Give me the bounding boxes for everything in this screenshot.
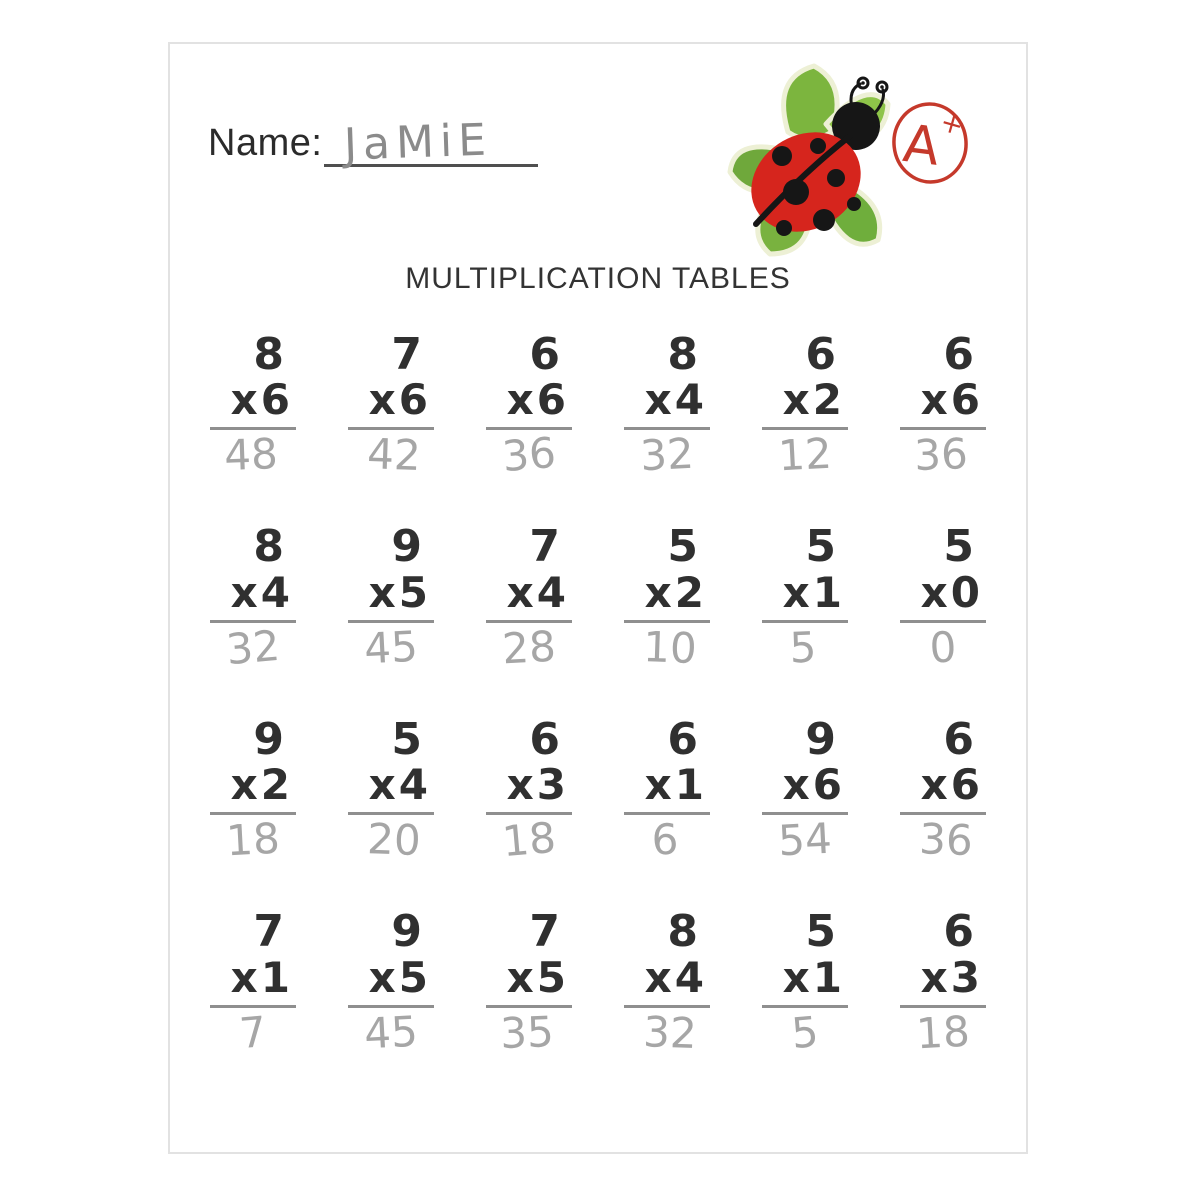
multiply-sign: x [368,760,396,810]
multiplier-row [486,567,572,617]
multiplication-problem [762,329,848,481]
multiply-sign: x [368,375,396,425]
multiplicand: 7 [391,329,422,380]
multiplier-row [624,375,710,425]
multiplier: 1 [260,952,290,1002]
handwritten-answer: 32 [224,620,282,674]
multiply-sign: x [230,760,258,810]
multiplier: 2 [812,375,842,425]
name-row [208,114,538,171]
multiplicand: 5 [667,521,698,573]
multiplier-row [762,952,848,1002]
multiply-sign: x [782,567,810,617]
multiply-sign: x [644,567,672,617]
handwritten-answer: 0 [928,622,958,673]
handwritten-answer: 36 [500,428,558,482]
handwritten-answer: 6 [650,814,680,865]
handwritten-answer: 18 [914,1006,971,1059]
multiply-sign: x [368,567,396,617]
multiplier-row [762,567,848,617]
multiplication-problem [762,713,848,866]
multiplicand: 7 [529,521,560,573]
multiplication-problem [210,906,296,1058]
multiply-sign: x [920,760,948,810]
multiplicand: 6 [943,713,974,765]
multiplier: 3 [536,760,566,810]
multiply-sign: x [506,375,534,425]
multiply-sign: x [644,952,672,1002]
grade-plus: + [936,106,968,143]
multiply-sign: x [230,375,258,425]
multiply-sign: x [782,760,810,810]
multiplication-problem [624,521,710,673]
multiplier-row [762,375,848,425]
multiplier-row [210,760,296,810]
multiplicand: 8 [253,329,284,380]
multiplicand: 6 [667,713,698,765]
multiplicand: 6 [529,713,560,765]
multiplier-row [486,375,572,425]
multiplier-row [210,567,296,617]
handwritten-answer: 5 [789,1006,821,1058]
handwritten-answer: 42 [366,429,422,481]
multiplier: 6 [536,375,566,425]
multiply-sign: x [230,952,258,1002]
multiplier: 4 [674,952,704,1002]
multiplicand: 6 [943,329,974,380]
multiplicand: 5 [805,906,836,958]
multiply-sign: x [368,952,396,1002]
grade-letter: A [900,114,943,178]
multiply-sign: x [644,375,672,425]
multiply-sign: x [644,760,672,810]
handwritten-answer: 18 [500,812,558,867]
multiplier-row [762,760,848,810]
multiplication-problem [348,713,434,866]
multiplier: 4 [536,567,566,617]
multiplier-row [900,952,986,1002]
handwritten-answer: 45 [362,621,419,674]
multiplication-problem [624,906,710,1058]
name-blank-line [324,114,538,171]
handwritten-answer: 32 [638,428,695,481]
multiplier-row [348,567,434,617]
multiplication-problem [900,713,986,866]
multiplication-problem [762,521,848,673]
multiplier-row [900,375,986,425]
multiplicand: 9 [391,521,422,573]
handwritten-answer: 5 [788,622,818,673]
multiplier: 4 [674,375,704,425]
handwritten-answer: 7 [237,1006,269,1058]
multiplicand: 6 [529,329,560,380]
multiply-sign: x [920,952,948,1002]
multiplicand: 5 [391,713,422,765]
handwritten-answer: 18 [224,813,281,866]
handwritten-answer: 12 [776,428,833,481]
multiply-sign: x [782,375,810,425]
multiplier-row [348,760,434,810]
multiplication-problem [900,906,986,1059]
multiplication-problem [210,329,296,481]
multiplication-problem [900,329,986,481]
multiplier: 5 [398,567,428,617]
multiplier: 1 [812,952,842,1002]
multiplier: 5 [536,952,566,1002]
multiplicand: 5 [805,521,836,573]
multiplier-row [348,375,434,425]
multiplier-row [486,760,572,810]
multiplier: 4 [398,760,428,810]
handwritten-answer: 32 [642,1006,698,1058]
multiplication-problem [624,713,710,865]
multiplication-problem [348,521,434,674]
multiplier-row [348,952,434,1002]
multiplication-problem [486,906,572,1058]
multiplication-problem [900,521,986,673]
multiplier: 6 [950,375,980,425]
multiplication-problem [486,329,572,482]
multiplier: 1 [812,567,842,617]
handwritten-answer: 35 [499,1006,555,1058]
grade-badge [888,98,974,188]
page-title: MULTIPLICATION TABLES [405,262,791,295]
multiplicand: 9 [805,713,836,765]
handwritten-answer: 45 [362,1006,419,1059]
multiplier: 6 [950,760,980,810]
multiplier-row [624,952,710,1002]
multiplier-row [486,952,572,1002]
worksheet-page [168,42,1028,1154]
multiplication-problem [348,906,434,1059]
problems-grid [184,329,1012,1059]
multiplier: 5 [398,952,428,1002]
multiplicand: 8 [253,521,284,573]
multiplicand: 5 [943,521,974,573]
multiply-sign: x [230,567,258,617]
multiplier-row [210,952,296,1002]
multiplicand: 7 [529,906,560,958]
handwritten-answer: 10 [642,621,698,673]
multiplication-problem [762,906,848,1058]
multiplication-problem [210,521,296,674]
multiplier: 2 [260,760,290,810]
multiplier: 1 [674,760,704,810]
multiply-sign: x [506,760,534,810]
multiplication-problem [486,521,572,674]
name-label: Name: [208,122,323,164]
multiply-sign: x [920,375,948,425]
handwritten-answer: 28 [500,621,557,674]
multiply-sign: x [506,952,534,1002]
multiplier: 3 [950,952,980,1002]
multiplication-problem [624,329,710,481]
multiplicand: 9 [391,906,422,958]
handwritten-answer: 48 [223,429,279,481]
multiplication-problem [486,713,572,867]
handwritten-answer: 36 [913,429,969,481]
multiplier-row [210,375,296,425]
multiplicand: 6 [943,906,974,958]
multiplicand: 6 [805,329,836,380]
multiplier: 6 [260,375,290,425]
multiplier: 2 [674,567,704,617]
multiply-sign: x [506,567,534,617]
student-name-handwriting: JaMiE [343,114,494,171]
multiplicand: 9 [253,713,284,765]
multiplier-row [624,760,710,810]
multiplicand: 7 [253,906,284,958]
multiplicand: 8 [667,906,698,958]
multiplier-row [900,760,986,810]
handwritten-answer: 54 [776,813,833,866]
multiplication-problem [210,713,296,866]
multiplier: 6 [398,375,428,425]
multiplicand: 8 [667,329,698,380]
handwritten-answer: 36 [918,814,974,866]
handwritten-answer: 20 [366,814,422,866]
multiplier: 4 [260,567,290,617]
multiplier-row [900,567,986,617]
ladybug-icon [726,60,896,265]
multiplication-problem [348,329,434,481]
multiply-sign: x [782,952,810,1002]
multiplier: 6 [812,760,842,810]
multiplier-row [624,567,710,617]
multiply-sign: x [920,567,948,617]
multiplier: 0 [950,567,980,617]
